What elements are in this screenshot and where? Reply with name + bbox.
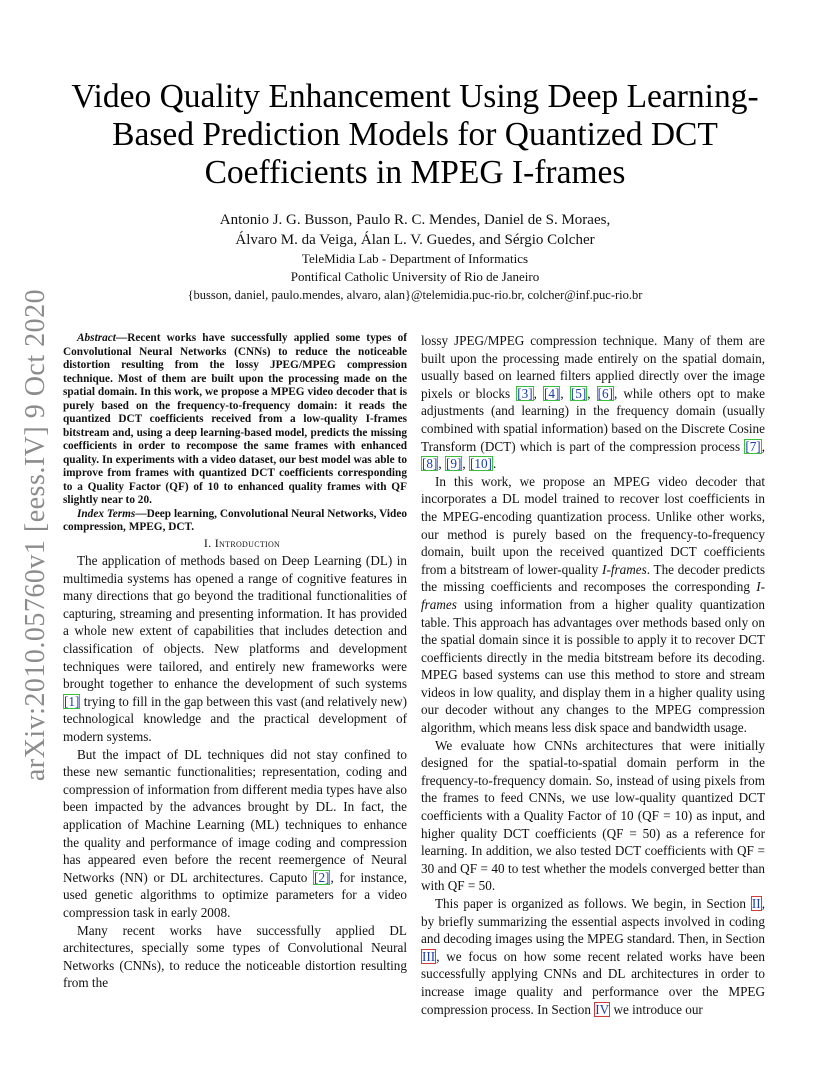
paragraph-text: . The decoder predicts the missing coefficients and recomposes the corresponding <box>421 561 765 595</box>
affiliation-university: Pontifical Catholic University of Rio de Janeiro <box>290 269 540 284</box>
author-emails: {busson, daniel, paulo.mendes, alvaro, alan}@telemidia.puc-rio.br, colcher@inf.puc-rio.br <box>187 288 643 302</box>
abstract-label: Abstract <box>77 332 116 344</box>
paragraph-text: , for instance, used genetic algorithms to optimize parameters for a video compression task in early 2008. <box>63 869 407 920</box>
citation-link[interactable]: [9] <box>445 456 462 472</box>
arxiv-identifier <box>4 288 68 782</box>
intro-paragraph-4 <box>421 473 765 737</box>
citation-link[interactable]: [10] <box>469 456 492 472</box>
paragraph-text: we introduce our <box>610 1001 703 1017</box>
intro-paragraph-3: Many recent works have successfully applied DL architectures, specially some types of Convolutional Neural Networks (CNNs), to reduce the noticeable distortion resulting from the <box>63 922 407 991</box>
intro-paragraph-6 <box>421 895 765 1018</box>
paragraph-text: , we focus on how some recent related works have been successfully applying CNNs and DL architectures in order to increase image quality and performance over the MPEG compression process. In Section <box>421 948 765 1017</box>
intro-paragraph-1 <box>63 552 407 746</box>
section-reference-link[interactable]: III <box>422 948 436 964</box>
citation-link[interactable]: [1] <box>64 693 80 709</box>
left-column <box>63 332 407 992</box>
author-block <box>60 210 770 305</box>
intro-paragraph-2 <box>63 746 407 922</box>
right-column <box>421 332 765 1018</box>
intro-paragraph-5: We evaluate how CNNs architectures that were initially designed for the spatial-to-spatial domain perform in the frequency-to-frequency domain. So, instead of using pixels from the frames to feed CNNs, we use low-quality quantized DCT coefficients with a Quality Factor of 10 (QF = 10) as input, and higher quality DCT coefficients (QF = 50) as a reference for learning. In addition, we also tested DCT coefficients with QF = 30 and QF = 40 to test whether the models converged better than with QF = 50. <box>421 737 765 894</box>
author-list-line-1: Antonio J. G. Busson, Paulo R. C. Mendes, Daniel de S. Moraes, <box>219 212 611 228</box>
section-heading-introduction <box>63 535 407 553</box>
citation-link[interactable]: [8] <box>422 456 438 472</box>
section-reference-link[interactable]: II <box>751 896 761 911</box>
paragraph-text: , while others opt to make adjustments (and learning) in the frequency domain (usually combined with spatial information) based on the Discrete Cosine Transform (DCT) which is part of the compression process <box>421 385 766 454</box>
citation-link[interactable]: [2] <box>314 869 330 885</box>
paragraph-text: In this work, we propose an MPEG video decoder that incorporates a DL model trained to recover lost coefficients in the MPEG-encoding quantization process. Unlike other works, our method is purely based on the frequency-to-frequency domain, built upon the received quantized DCT coefficients from a bitstream of lower-quality <box>421 473 765 577</box>
citation-link[interactable]: [5] <box>570 385 587 401</box>
paragraph-text: This paper is organized as follows. We begin, in Section <box>435 896 751 911</box>
index-terms-label: Index Terms <box>77 507 136 520</box>
paragraph-text: lossy JPEG/MPEG compression technique. Many of them are built upon the processing made entirely on the spatial domain, usually based on learned filters applied directly over the image pixels or blocks <box>421 333 765 401</box>
citation-link[interactable]: [3] <box>517 385 533 401</box>
section-numeral: I. <box>203 535 215 550</box>
paragraph-text: The application of methods based on Deep Learning (DL) in multimedia systems has opened a range of cognitive features in many directions that go beyond the traditional functionalities of capturing, streaming and presenting information. It has provided a whole new extent of capabilities that includes detection and classification of objects. New platforms and development techniques were tailored, and entirely new frameworks were brought together to enhance the development of such systems <box>63 553 407 692</box>
emphasis-term: I-frames <box>421 579 765 612</box>
arxiv-identifier-text: arXiv:2010.05760v1 [eess.IV] 9 Oct 2020 <box>20 288 51 782</box>
section-title: Introduction <box>214 535 281 550</box>
paragraph-text: But the impact of DL techniques did not stay confined to these new semantic functionalities; representation, coding and compression of information from different media types have also been impacted by the advances brought by DL. In fact, the application of Machine Learning (ML) techniques to enhance the quality and performance of image coding and compression has appeared even before the recent reemergence of Neural Networks (NN) or DL architectures. Caputo <box>63 746 407 885</box>
paragraph-text: using information from a higher quality quantization table. This approach has advantages over methods based only on the spatial domain since it is possible to apply it to recover DCT coefficients directly in the media bitstream before its decoding. MPEG based systems can use this method to store and stream videos in low quality, and display them in a higher quality using our decoder without any changes to the MPEG compression algorithm, which means less disk space and bandwidth usage. <box>421 596 765 736</box>
paragraph-text: trying to fill in the gap between this vast (and relatively new) technological knowledge and the practical development of modern systems. <box>63 693 407 745</box>
abstract-text: —Recent works have successfully applied some types of Convolutional Neural Networks (CNNs) to reduce the noticeable distortion resulting from the lossy JPEG/MPEG compression technique. Most of them are built upon the processing made on the spatial domain. In this work, we propose a MPEG video decoder that is purely based on the frequency-to-frequency domain: it reads the quantized DCT coefficients received from a low-quality I-frames bitstream and, using a deep learning-based model, predicts the missing coefficients in order to recompose the same frames with enhanced quality. In experiments with a video dataset, our best model was able to improve from frames with quantized DCT coefficients corresponding to a Quality Factor (QF) of 10 to enhanced quality frames with QF slightly near to 20. <box>63 332 407 506</box>
affiliation-lab: TeleMidia Lab - Department of Informatics <box>301 251 529 266</box>
index-terms-text: —Deep learning, Convolutional Neural Networks, Video compression, MPEG, DCT. <box>63 507 407 533</box>
index-terms <box>63 508 407 535</box>
emphasis-term: I-frames <box>602 561 647 577</box>
abstract <box>63 332 407 508</box>
section-reference-link[interactable]: IV <box>595 1001 610 1017</box>
paper-title: Video Quality Enhancement Using Deep Learning-Based Prediction Models for Quantized DCT Coefficients in MPEG I-frames <box>71 78 759 191</box>
paragraph-text: , by briefly summarizing the essential aspects involved in coding and decoding images using the MPEG standard. Then, in Section <box>421 896 765 947</box>
citation-link[interactable]: [4] <box>544 385 560 401</box>
author-list-line-2: Álvaro M. da Veiga, Álan L. V. Guedes, and Sérgio Colcher <box>235 232 595 248</box>
intro-paragraph-3-continued: lossy JPEG/MPEG compression technique. Many of them are built upon the processing made entirely on the spatial domain, usually based on learned filters applied directly over the image pixels or blocks [3], [4], [5], [6], while others opt to make adjustments (and learning) in the frequency domain (usually combined with spatial information) based on the Discrete Cosine Transform (DCT) which is part of the compression process [7], [8], [9], [10]. <box>421 333 766 472</box>
citation-link[interactable]: [6] <box>597 385 614 401</box>
citation-link[interactable]: [7] <box>745 438 761 454</box>
